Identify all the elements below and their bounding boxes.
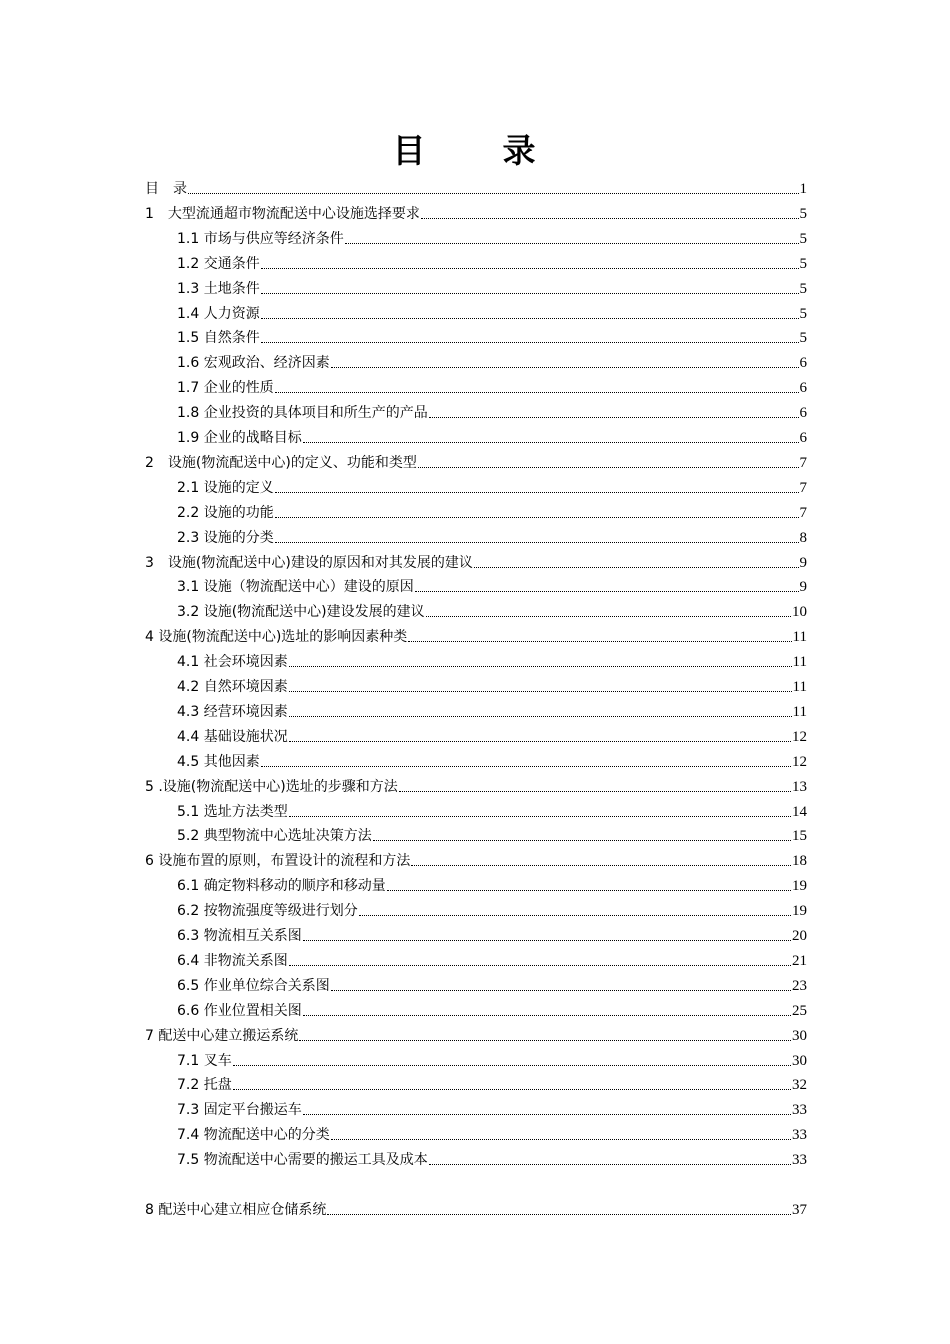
toc-page-number: 37	[792, 1202, 807, 1218]
dot-leader	[474, 567, 799, 568]
toc-page-number: 9	[799, 579, 807, 596]
dot-leader	[418, 467, 799, 468]
toc-entry-title: 7.4 物流配送中心的分类	[177, 1127, 330, 1144]
toc-page-number: 10	[792, 604, 807, 621]
toc-entry[interactable]	[177, 1147, 807, 1169]
toc-entry-title: 5.2 典型物流中心选址决策方法	[177, 828, 372, 845]
toc-entry[interactable]	[177, 898, 807, 920]
toc-page-number: 6	[799, 430, 807, 446]
toc-entry-title: 1.7 企业的性质	[177, 380, 274, 397]
toc-entry-title: 7.3 固定平台搬运车	[177, 1102, 302, 1119]
dot-leader	[275, 492, 799, 493]
dot-leader	[421, 218, 799, 219]
toc-entry[interactable]	[177, 973, 807, 995]
toc-page-number: 6	[799, 380, 807, 397]
toc-entry[interactable]	[177, 873, 807, 895]
dot-leader	[233, 1065, 791, 1066]
dot-leader	[261, 342, 799, 343]
toc-entry-title: 7.2 托盘	[177, 1077, 232, 1094]
toc-entry-title: 7.5 物流配送中心需要的搬运工具及成本	[177, 1152, 428, 1169]
toc-page-number: 5	[799, 230, 807, 247]
dot-leader	[303, 442, 799, 443]
toc-entry[interactable]	[177, 1122, 807, 1144]
toc-entry-title: 4.5 其他因素	[177, 753, 260, 770]
toc-page-number: 9	[799, 554, 807, 571]
toc-entry-title: 6.4 非物流关系图	[177, 952, 288, 969]
toc-entry[interactable]	[177, 998, 807, 1020]
page-title: 目 录	[392, 131, 558, 170]
toc-entry[interactable]	[177, 525, 807, 547]
toc-page-number: 20	[792, 928, 807, 944]
dot-leader	[411, 865, 791, 866]
toc-page-number: 33	[792, 1102, 807, 1119]
toc-entry-title: 3.2 设施(物流配送中心)建设发展的建议	[177, 604, 425, 621]
dot-leader	[387, 890, 791, 891]
toc-entry-title: 4.1 社会环境因素	[177, 654, 288, 671]
dot-leader	[303, 1015, 791, 1016]
toc-entry-title: 1.4 人力资源	[177, 305, 260, 322]
dot-leader	[303, 1114, 791, 1115]
dot-leader	[327, 1214, 791, 1215]
toc-entry[interactable]	[177, 1072, 807, 1094]
toc-page-number: 6	[799, 405, 807, 422]
dot-leader	[408, 641, 791, 642]
toc-entry[interactable]	[177, 574, 807, 596]
dot-leader	[359, 915, 791, 916]
toc-entry-title: 4.3 经营环境因素	[177, 703, 288, 720]
toc-page-number: 21	[792, 952, 807, 969]
toc-page-number: 11	[792, 654, 807, 671]
toc-entry-title: 1.9 企业的战略目标	[177, 430, 302, 446]
dot-leader	[261, 766, 791, 767]
toc-entry-title: 7.1 叉车	[177, 1052, 232, 1069]
toc-entry[interactable]	[177, 1048, 807, 1070]
dot-leader	[289, 816, 791, 817]
toc-entry[interactable]	[177, 276, 807, 298]
toc-page-number: 30	[792, 1052, 807, 1069]
toc-entry-title: 6.2 按物流强度等级进行划分	[177, 903, 358, 920]
dot-leader	[261, 293, 799, 294]
dot-leader	[233, 1089, 791, 1090]
toc-entry-title: 1.2 交通条件	[177, 255, 260, 272]
toc-page-number: 5	[799, 255, 807, 272]
toc-entry-title: 1.8 企业投资的具体项目和所生产的产品	[177, 405, 428, 422]
toc-entry-title: 5 .设施(物流配送中心)选址的步骤和方法	[145, 778, 398, 795]
toc-page-number: 30	[792, 1027, 807, 1044]
toc-entry-title: 1.6 宏观政治、经济因素	[177, 355, 330, 372]
dot-leader	[275, 542, 799, 543]
toc-page-number: 18	[792, 853, 807, 870]
toc-entry-title: 6.6 作业位置相关图	[177, 1002, 302, 1019]
toc-entry-title: 2.3 设施的分类	[177, 529, 274, 546]
toc-page-number: 5	[799, 305, 807, 322]
toc-entry[interactable]	[177, 400, 807, 422]
toc-entry[interactable]	[177, 425, 807, 447]
dot-leader	[331, 367, 799, 368]
toc-entry[interactable]	[177, 923, 807, 945]
toc-page-number: 6	[799, 355, 807, 372]
toc-entry-title: 目 录	[145, 181, 187, 197]
toc-page-number: 7	[799, 454, 807, 471]
dot-leader	[331, 1139, 791, 1140]
toc-entry[interactable]	[177, 226, 807, 248]
toc-entry-title: 5.1 选址方法类型	[177, 803, 288, 820]
toc-page-number: 11	[792, 679, 807, 695]
toc-entry-title: 1 大型流通超市物流配送中心设施选择要求	[145, 205, 420, 222]
dot-leader	[289, 691, 792, 692]
dot-leader	[261, 268, 799, 269]
toc-entry-title: 2.1 设施的定义	[177, 479, 274, 496]
toc-page-number: 11	[792, 629, 807, 646]
toc-entry[interactable]	[145, 774, 807, 796]
toc-page-number: 13	[792, 778, 807, 795]
toc-entry[interactable]	[177, 1097, 807, 1119]
toc-entry[interactable]	[177, 823, 807, 845]
toc-entry[interactable]	[145, 450, 807, 472]
toc-entry[interactable]	[145, 201, 807, 223]
dot-leader	[299, 1040, 791, 1041]
dot-leader	[429, 1164, 791, 1165]
toc-page-number: 7	[799, 504, 807, 521]
toc-page-number: 19	[792, 903, 807, 920]
toc-entry-title: 6.5 作业单位综合关系图	[177, 977, 330, 994]
toc-entry[interactable]	[145, 848, 807, 870]
toc-page-number: 33	[792, 1152, 807, 1169]
dot-leader	[345, 243, 799, 244]
toc-entry-title: 6 设施布置的原则，布置设计的流程和方法	[145, 853, 411, 870]
toc-entry[interactable]	[177, 251, 807, 273]
toc-entry-title: 6.1 确定物料移动的顺序和移动量	[177, 878, 386, 895]
toc-page-number: 33	[792, 1127, 807, 1144]
toc-entry-title: 4 设施(物流配送中心)选址的影响因素种类	[145, 629, 408, 646]
toc-entry[interactable]	[177, 325, 807, 347]
toc-page-number: 8	[799, 529, 807, 546]
toc-entry[interactable]	[177, 375, 807, 397]
toc-page-number: 32	[792, 1077, 807, 1094]
toc-page-number: 12	[792, 728, 807, 745]
toc-page-number: 19	[792, 878, 807, 895]
toc-entry-title: 4.2 自然环境因素	[177, 679, 288, 695]
toc-page-number: 5	[799, 330, 807, 347]
toc-entry[interactable]	[177, 350, 807, 372]
dot-leader	[289, 965, 791, 966]
toc-entry-title: 1.3 土地条件	[177, 280, 260, 297]
toc-page-number: 5	[799, 205, 807, 222]
toc-entry-title: 8 配送中心建立相应仓储系统	[145, 1202, 327, 1218]
toc-entry[interactable]	[145, 1197, 807, 1219]
toc-entry[interactable]	[177, 724, 807, 746]
toc-page-number: 23	[792, 977, 807, 994]
toc-entry[interactable]	[145, 550, 807, 572]
toc-page-number: 25	[792, 1002, 807, 1019]
toc-entry-title: 4.4 基础设施状况	[177, 728, 288, 745]
toc-page-number: 7	[799, 479, 807, 496]
toc-page-number: 12	[792, 753, 807, 770]
dot-leader	[399, 791, 791, 792]
toc-page-number: 11	[792, 703, 807, 720]
toc-entry[interactable]	[177, 674, 807, 696]
dot-leader	[275, 392, 799, 393]
dot-leader	[303, 940, 791, 941]
toc-entry[interactable]	[177, 500, 807, 522]
toc-entry-title: 3 设施(物流配送中心)建设的原因和对其发展的建议	[145, 554, 473, 571]
dot-leader	[289, 741, 791, 742]
toc-entry[interactable]	[177, 948, 807, 970]
toc-entry[interactable]	[145, 176, 807, 198]
toc-entry[interactable]	[177, 749, 807, 771]
toc-entry[interactable]	[177, 649, 807, 671]
dot-leader	[275, 517, 799, 518]
toc-entry-title: 7 配送中心建立搬运系统	[145, 1027, 299, 1044]
toc-page-number: 15	[792, 828, 807, 845]
toc-page-number: 14	[792, 803, 807, 820]
dot-leader	[331, 990, 791, 991]
toc-entry-title: 1.1 市场与供应等经济条件	[177, 230, 344, 247]
dot-leader	[373, 840, 791, 841]
toc-page-number: 5	[799, 280, 807, 297]
dot-leader	[261, 318, 799, 319]
dot-leader	[426, 616, 791, 617]
toc-entry[interactable]	[177, 799, 807, 821]
toc-page-number: 1	[799, 181, 807, 197]
dot-leader	[289, 716, 792, 717]
dot-leader	[188, 193, 799, 194]
dot-leader	[429, 417, 799, 418]
dot-leader	[289, 666, 792, 667]
toc-entry[interactable]	[177, 599, 807, 621]
toc-entry-title: 3.1 设施（物流配送中心）建设的原因	[177, 579, 414, 596]
toc-entry-title: 6.3 物流相互关系图	[177, 928, 302, 944]
toc-entry[interactable]	[177, 301, 807, 323]
toc-entry-title: 1.5 自然条件	[177, 330, 260, 347]
toc-entry[interactable]	[145, 1023, 807, 1045]
toc-entry[interactable]	[177, 475, 807, 497]
dot-leader	[415, 591, 799, 592]
toc-entry-title: 2 设施(物流配送中心)的定义、功能和类型	[145, 454, 417, 471]
toc-entry[interactable]	[145, 624, 807, 646]
toc-entry[interactable]	[177, 699, 807, 721]
toc-entry-title: 2.2 设施的功能	[177, 504, 274, 521]
